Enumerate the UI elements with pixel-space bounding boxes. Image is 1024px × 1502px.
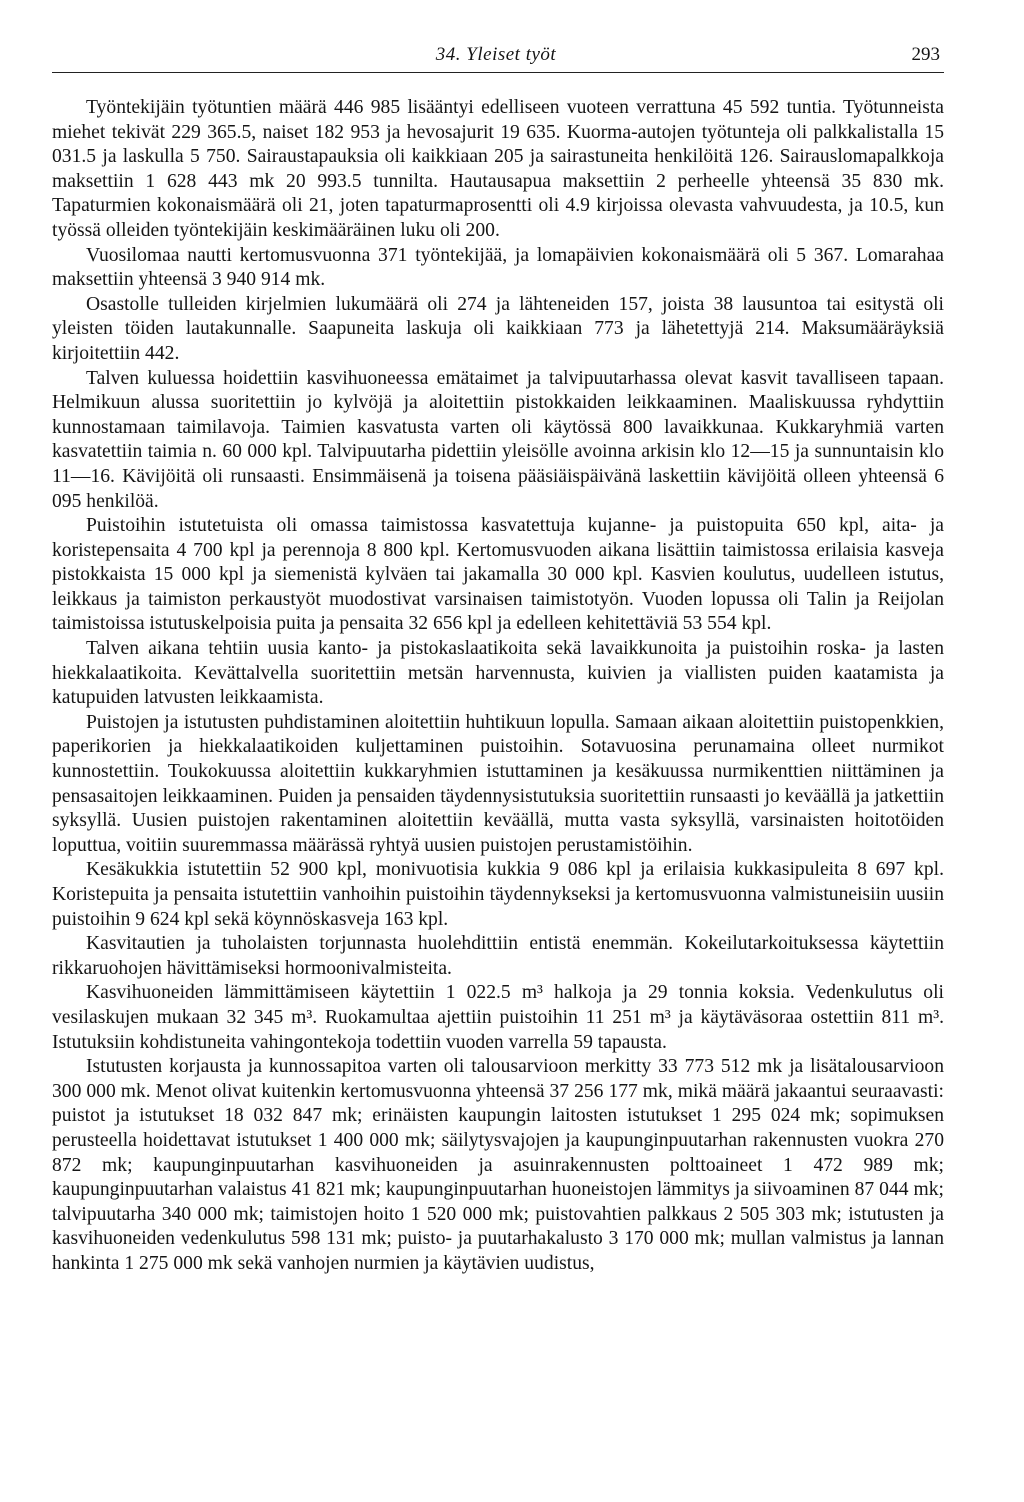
header-rule [52,72,944,73]
paragraph-correspondence: Osastolle tulleiden kirjelmien lukumäärä oli 274 ja lähteneiden 157, joista 38 lausuntoa tai esitystä oli yleisten töiden lautakunnalle. Saapuneita laskuja oli kaikkiaan 773 ja lähetettyjä 214. Maksumääräyksiä kirjoitettiin 442. [52,293,944,364]
section-title: 34. Yleiset työt [435,44,557,65]
body-text [52,96,944,1277]
paragraph-expenditure: Istutusten korjausta ja kunnossapitoa varten oli talousarvioon merkitty 33 773 512 mk ja lisätalousarvioon 300 000 mk. Menot olivat kuitenkin kertomusvuonna yhteensä 37 256 177 mk, mikä määrä jakaantui seuraavasti: puistot ja istutukset 18 032 847 mk; erinäisten kaupungin laitosten istutukset 1 295 024 mk; sopimuksen perusteella hoidettavat istutukset 1 400 000 mk; säilytysvajojen ja kaupunginpuutarhan rakennusten vuokra 270 872 mk; kaupunginpuutarhan kasvihuoneiden ja asuinrakennusten polttoaineet 1 472 989 mk; kaupunginpuutarhan valaistus 41 821 mk; kaupunginpuutarhan huoneistojen lämmitys ja siivoaminen 87 044 mk; talvipuutarha 340 000 mk; taimistojen hoito 1 520 000 mk; puistovahtien palkkaus 2 505 303 mk; istutusten ja kasvihuoneiden vedenkulutus 598 131 mk; puisto- ja puutarhakalusto 3 170 000 mk; mullan valmistus ja lannan hankinta 1 275 000 mk sekä vanhojen nurmien ja käytävien uudistus, [52,1056,944,1274]
paragraph-winter-greenhouse: Talven kuluessa hoidettiin kasvihuoneessa emätaimet ja talvipuutarhassa olevat kasvit tavalliseen tapaan. Helmikuun alussa suoritettiin jo kylvöjä ja aloitettiin pistokkaiden leikkaaminen. Maaliskuussa ryhdyttiin kunnostamaan taimilavoja. Taimien kasvatusta varten oli käytössä 800 lavaikkunaa. Kukkaryhmiä varten kasvatettiin taimia n. 60 000 kpl. Talvipuutarha pidettiin yleisölle avoinna arkisin klo 12—15 ja sunnuntaisin klo 11—16. Kävijöitä oli runsaasti. Ensimmäisenä ja toisena pääsiäispäivänä laskettiin kävijöitä olleen yhteensä 6 095 henkilöä. [52,367,944,512]
paragraph-park-cleaning: Puistojen ja istutusten puhdistaminen aloitettiin huhtikuun lopulla. Samaan aikaan aloitettiin puistopenkkien, paperikorien ja hiekkalaatikoiden kuljettaminen puistoihin. Sotavuosina perunamaina olleet nurmikot kunnostettiin. Toukokuussa aloitettiin kukkaryhmien istuttaminen ja kesäkuussa nurmikenttien niittäminen ja pensasaitojen leikkaaminen. Puiden ja pensaiden täydennysistutuksia suoritettiin runsaasti jo keväällä ja jatkettiin syksyllä. Uusien puistojen rakentaminen aloitettiin keväällä, mutta vasta syksyllä, varsinaisten hoitotöiden loputtua, voitiin suuremmassa määrässä ryhtyä uusien puistojen perustamistöihin. [52,711,944,856]
paragraph-heating-water: Kasvihuoneiden lämmittämiseen käytettiin 1 022.5 m³ halkoja ja 29 tonnia koksia. Vedenkulutus oli vesilaskujen mukaan 32 345 m³. Ruokamultaa ajettiin puistoihin 11 251 m³ ja käytäväsoraa ostettiin 811 m³. Istutuksiin kohdistuneita vahingontekoja todettiin vuoden varrella 59 tapausta. [52,982,944,1053]
page-number: 293 [911,44,940,65]
paragraph-pest-control: Kasvitautien ja tuholaisten torjunnasta huolehdittiin entistä enemmän. Kokeilutarkoituksessa käytettiin rikkaruohojen hävittämiseksi hormoonivalmisteita. [52,933,944,979]
running-header [52,44,940,74]
paragraph-winter-works: Talven aikana tehtiin uusia kanto- ja pistokaslaatikoita sekä lavaikkunoita ja puistoihin roska- ja lasten hiekkalaatikoita. Kevättalvella suoritettiin metsän harvennusta, kuivien ja viallisten puiden kaatamista ja katupuiden latvusten leikkaamista. [52,638,944,709]
paragraph-annual-leave: Vuosilomaa nautti kertomusvuonna 371 työntekijää, ja lomapäivien kokonaismäärä oli 5 367. Lomarahaa maksettiin yhteensä 3 940 914 mk. [52,244,944,291]
paragraph-nursery: Puistoihin istutetuista oli omassa taimistossa kasvatettuja kujanne- ja puistopuita 650 kpl, aita- ja koristepensaita 4 700 kpl ja perennoja 8 800 kpl. Kertomusvuoden aikana lisättiin taimistossa erilaisia kasveja pistokkaista 15 000 kpl ja siemenistä kylväen tai jakamalla 30 000 kpl. Kasvien koulutus, uudelleen istutus, leikkaus ja taimiston perkaustyöt muodostivat varsinaisen taimistotyön. Vuoden lopussa oli Talin ja Reijolan taimistoissa istutuskelpoisia puita ja pensaita 32 656 kpl ja edelleen kehitettäviä 53 554 kpl. [52,515,944,635]
paragraph-work-hours: Työntekijäin työtuntien määrä 446 985 lisääntyi edelliseen vuoteen verrattuna 45 592 tuntia. Työtunneista miehet tekivät 229 365.5, naiset 182 953 ja hevosajurit 19 635. Kuorma-autojen työtunteja oli palkkalistalla 15 031.5 ja laskulla 5 750. Sairaustapauksia oli kaikkiaan 205 ja sairastuneita henkilöitä 126. Sairauslomapalkkoja maksettiin 1 628 443 mk 20 993.5 tunnilta. Hautausapua maksettiin 2 perheelle yhteensä 35 830 mk. Tapaturmien kokonaismäärä oli 21, joten tapaturmaprosentti oli 4.9 kirjoissa olevasta vahvuudesta, ja 10.5, kun työssä olleiden työntekijäin keskimääräinen luku oli 200. [52,97,944,241]
paragraph-plantings: Kesäkukkia istutettiin 52 900 kpl, monivuotisia kukkia 9 086 kpl ja erilaisia kukkasipuleita 8 697 kpl. Koristepuita ja pensaita istutettiin vanhoihin puistoihin täydennykseksi ja kertomusvuonna valmistuneisiin uusiin puistoihin 9 624 kpl sekä köynnöskasveja 163 kpl. [52,859,944,930]
